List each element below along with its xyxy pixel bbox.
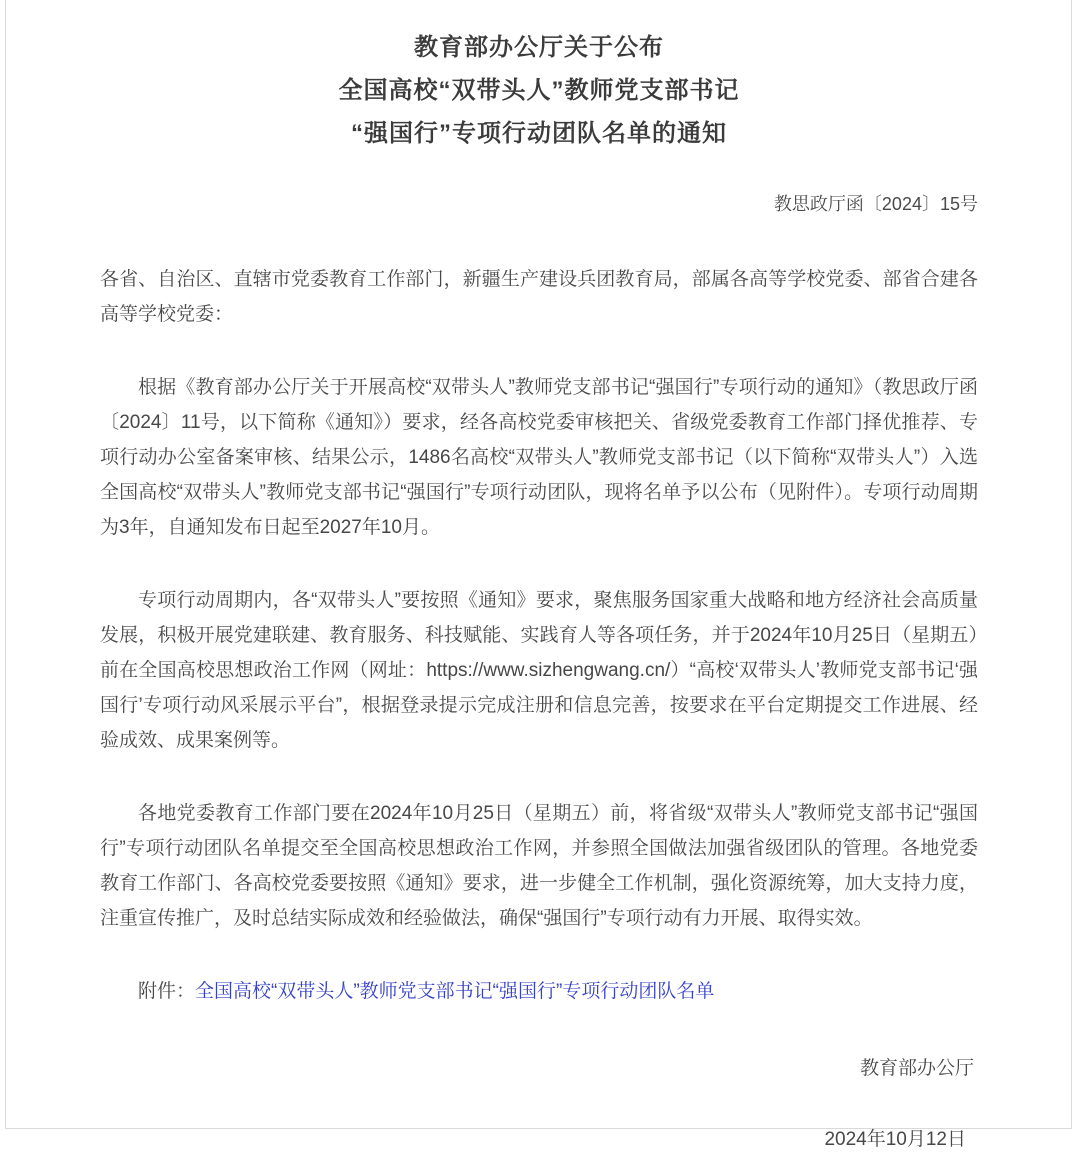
title-line-1: 教育部办公厅关于公布	[414, 34, 664, 61]
salutation: 各省、自治区、直辖市党委教育工作部门，新疆生产建设兵团教育局，部属各高等学校党委、部省合建各高等学校党委：	[100, 269, 978, 325]
body-paragraph-2: 专项行动周期内，各“双带头人”要按照《通知》要求，聚焦服务国家重大战略和地方经济社会高质量发展，积极开展党建联建、教育服务、科技赋能、实践育人等各项任务，并于2024年10月25日（星期五）前在全国高校思想政治工作网（网址：https://www.sizhengwang.cn/）“高校‘双带头人’教师党支部书记‘强国行’专项行动风采展示平台”，根据登录提示完成注册和信息完善，按要求在平台定期提交工作进展、经验成效、成果案例等。	[100, 590, 978, 751]
title-line-2: 全国高校“双带头人”教师党支部书记	[338, 77, 740, 104]
document-title	[100, 26, 978, 155]
document-number: 教思政厅函〔2024〕15号	[773, 194, 978, 214]
attachment-label: 附件：	[138, 981, 196, 1002]
body-paragraph-3: 各地党委教育工作部门要在2024年10月25日（星期五）前，将省级“双带头人”教师党支部书记“强国行”专项行动团队名单提交至全国高校思想政治工作网，并参照全国做法加强省级团队的管理。各地党委教育工作部门、各高校党委要按照《通知》要求，进一步健全工作机制，强化资源统筹，加大支持力度，注重宣传推广，及时总结实际成效和经验做法，确保“强国行”专项行动有力开展、取得实效。	[100, 803, 978, 929]
issue-date: 2024年10月12日	[824, 1129, 966, 1150]
issuer-signature: 教育部办公厅	[859, 1058, 974, 1079]
title-line-3: “强国行”专项行动团队名单的通知	[351, 120, 727, 147]
attachment-line	[100, 974, 978, 1009]
attachment-link[interactable]: 全国高校“双带头人”教师党支部书记“强国行”专项行动团队名单	[195, 981, 715, 1002]
body-paragraph-1: 根据《教育部办公厅关于开展高校“双带头人”教师党支部书记“强国行”专项行动的通知》（教思政厅函〔2024〕11号，以下简称《通知》）要求，经各高校党委审核把关、省级党委教育工作部门择优推荐、专项行动办公室备案审核、结果公示，1486名高校“双带头人”教师党支部书记（以下简称“双带头人”）入选全国高校“双带头人”教师党支部书记“强国行”专项行动团队，现将名单予以公布（见附件）。专项行动周期为3年，自通知发布日起至2027年10月。	[100, 377, 978, 538]
